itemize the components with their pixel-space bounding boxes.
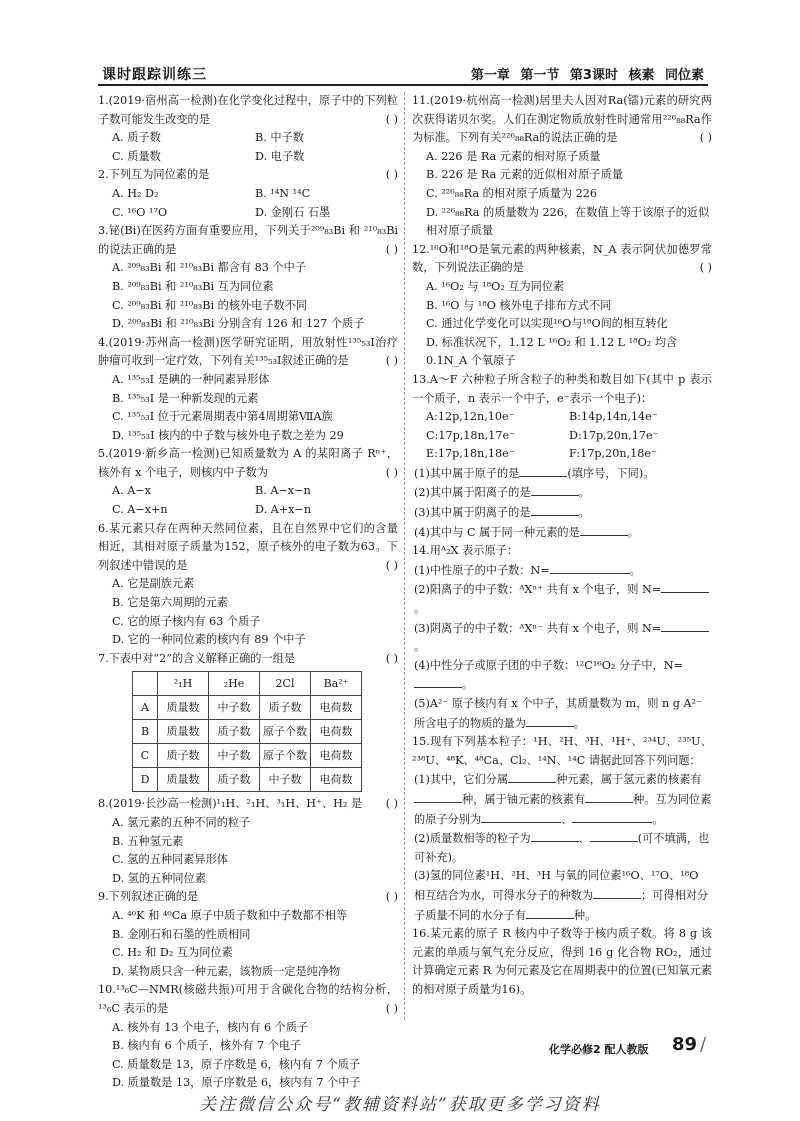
question-stem: 4.(2019·苏州高一检测)医学研究证明，用放射性¹³⁵₅₃I治疗肿瘤可收到一定疗效，下列有关¹³⁵₅₃I叙述正确的是 bbox=[98, 335, 398, 368]
option-b[interactable]: B. 核内有 6 个质子，核外有 7 个电子 bbox=[112, 1039, 302, 1053]
question-stem: 1.(2019·宿州高一检测)在化学变化过程中，原子中的下列粒子数可能发生改变的是 bbox=[98, 94, 398, 126]
question bbox=[98, 981, 398, 1093]
option-list bbox=[412, 278, 712, 371]
answer-paren[interactable]: ( ) bbox=[385, 651, 398, 665]
table-cell: 电荷数 bbox=[311, 744, 362, 768]
footer-book: 化学必修2 配人教版 bbox=[549, 1043, 649, 1056]
question bbox=[98, 650, 398, 793]
option-c[interactable]: C. ²⁰⁹₈₃Bi 和 ²¹⁰₈₃Bi 的核外电子数不同 bbox=[112, 298, 308, 312]
option-b[interactable]: B. ¹⁶O 与 ¹⁸O 核外电子排布方式不同 bbox=[426, 298, 612, 312]
option-list bbox=[98, 259, 398, 333]
question-stem: 7.下表中对“2”的含义解释正确的一组是 bbox=[98, 651, 296, 665]
question-stem: 3.铋(Bi)在医药方面有重要应用，下列关于²⁰⁹₈₃Bi 和 ²¹⁰₈₃Bi的说法正确的是 bbox=[98, 224, 398, 256]
option-list bbox=[98, 371, 398, 445]
answer-paren[interactable]: ( ) bbox=[385, 465, 398, 479]
answer-blank[interactable] bbox=[550, 561, 630, 574]
question-stem: 12.¹⁶O和¹⁸O是氧元素的两种核素，N_A 表示阿伏加德罗常数，下列说法正确的是 bbox=[412, 242, 712, 275]
right-column bbox=[412, 92, 712, 1000]
answer-paren[interactable]: ( ) bbox=[385, 797, 398, 811]
q13-part: (4)其中与 C 属于同一种元素的是 。 bbox=[412, 523, 712, 543]
answer-blank[interactable] bbox=[661, 619, 709, 632]
option-b[interactable]: B. ¹⁴N ¹⁴C bbox=[255, 186, 311, 200]
q13-item: A:12p,12n,10e⁻ bbox=[426, 410, 515, 424]
option-c[interactable]: C. 它的原子核内有 63 个质子 bbox=[112, 614, 261, 628]
page-slash: / bbox=[700, 1034, 707, 1055]
question bbox=[98, 92, 398, 166]
option-b[interactable]: B. A−x−n bbox=[255, 484, 311, 498]
watermark: 关注微信公众号“教辅资料站”获取更多学习资料 bbox=[199, 1095, 601, 1115]
q13-item: E:17p,18n,18e⁻ bbox=[426, 447, 515, 461]
option-b[interactable]: B. 它是第六周期的元素 bbox=[112, 596, 229, 610]
option-d[interactable]: D. ²²⁶₈₈Ra 的质量数为 226，在数值上等于该原子的近似相对原子质量 bbox=[426, 205, 710, 238]
page-number: 89 bbox=[672, 1034, 698, 1055]
answer-blank[interactable] bbox=[580, 523, 628, 536]
table-cell: 质子数 bbox=[260, 696, 311, 720]
question-stem: 11.(2019·杭州高一检测)居里夫人因对Ra(镭)元素的研究两次获得诺贝尔奖。人们在测定物质放射性时通常用²²⁶₈₈Ra作为标准。下列有关²²⁶₈₈Ra的说法正确的是 bbox=[412, 94, 712, 145]
answer-paren[interactable]: ( ) bbox=[385, 112, 398, 126]
option-d[interactable]: D. 质量数是 13，原子序数是 6，核内有 7 个中子 bbox=[112, 1076, 361, 1090]
option-b[interactable]: B. ¹³⁵₅₃I 是一种新发现的元素 bbox=[112, 391, 259, 405]
option-a[interactable]: A. A−x bbox=[112, 484, 151, 498]
table-cell: 质子数 bbox=[209, 720, 260, 744]
table-cell: 电荷数 bbox=[311, 696, 362, 720]
answer-paren[interactable]: ( ) bbox=[385, 558, 398, 572]
question-stem: 2.下列互为同位素的是 bbox=[98, 168, 210, 182]
question bbox=[98, 334, 398, 446]
q15-part1: (1)其中，它们分属 种元素，属于氢元素的核素有种，属于铀元素的核素有 种。互为同位素的原子分别为 、 。 bbox=[412, 770, 712, 829]
option-a[interactable]: A. 核外有 13 个电子，核内有 6 个质子 bbox=[112, 1020, 309, 1034]
table-header-cell: 2Cl bbox=[260, 672, 311, 696]
question bbox=[98, 888, 398, 981]
option-d[interactable]: D. 电子数 bbox=[255, 149, 305, 163]
header-chapter: 第一章 第一节 第3课时 核素 同位素 bbox=[470, 68, 704, 83]
table-header-cell: Ba²⁺ bbox=[311, 672, 362, 696]
table-cell: 质量数 bbox=[158, 696, 209, 720]
q14-part: (5)A²⁻ 原子核内有 x 个中子，其质量数为 m，则 n g A²⁻ 所含电子的物质的量为 。 bbox=[414, 697, 702, 730]
answer-blank[interactable] bbox=[414, 675, 462, 688]
q13-part: (3)其中属于阴离子的是 。 bbox=[412, 503, 712, 523]
question bbox=[98, 166, 398, 222]
answer-blank[interactable] bbox=[531, 483, 579, 496]
q14-part: (4)中性分子或原子团的中子数：¹²C¹⁶O₂ 分子中，N=。 bbox=[414, 658, 683, 692]
option-c[interactable]: C. 通过化学变化可以实现¹⁶O与¹⁸O间的相互转化 bbox=[426, 317, 668, 331]
question-16 bbox=[412, 925, 712, 999]
answer-blank[interactable] bbox=[526, 906, 574, 919]
table-cell: 质量数 bbox=[158, 768, 209, 792]
option-c[interactable]: C. ¹³⁵₅₃I 位于元素周期表中第4周期第ⅦA族 bbox=[112, 410, 333, 424]
option-c[interactable]: C. 质量数 bbox=[112, 149, 161, 163]
option-c[interactable]: C. 质量数是 13，原子序数是 6，核内有 7 个质子 bbox=[112, 1057, 361, 1071]
option-a[interactable]: A. 它是副族元素 bbox=[112, 577, 195, 591]
q14-part: (1)中性原子的中子数：N= 。 bbox=[412, 561, 712, 581]
answer-blank[interactable] bbox=[531, 503, 579, 516]
question-15 bbox=[412, 733, 712, 925]
table-cell: 中子数 bbox=[260, 768, 311, 792]
q13-part: (1)其中属于原子的是 (填序号，下同)。 bbox=[412, 464, 712, 484]
answer-blank[interactable] bbox=[590, 829, 638, 842]
table-cell: 电荷数 bbox=[311, 720, 362, 744]
option-list bbox=[98, 482, 398, 519]
question-13 bbox=[412, 371, 712, 542]
q13-item: C:17p,18n,17e⁻ bbox=[426, 428, 516, 442]
question-stem: 8.(2019·长沙高一检测)¹₁H、²₁H、³₁H、H⁺、H₂ 是 bbox=[98, 797, 363, 811]
table-cell: B bbox=[133, 720, 158, 744]
table-cell: 质子数 bbox=[158, 744, 209, 768]
option-b[interactable]: B. ²⁰⁹₈₃Bi 和 ²¹⁰₈₃Bi 互为同位素 bbox=[112, 279, 274, 293]
option-a[interactable]: A. ⁴⁰K 和 ⁴⁰Ca 原子中质子数和中子数都不相等 bbox=[112, 908, 348, 922]
table-cell: 原子个数 bbox=[260, 744, 311, 768]
table-cell: 电荷数 bbox=[311, 768, 362, 792]
option-d[interactable]: D. 标准状况下，1.12 L ¹⁶O₂ 和 1.12 L ¹⁸O₂ 均含 0.1N_A 个氧原子 bbox=[426, 335, 678, 368]
q15-stem: 15.现有下列基本粒子：¹H、²H、³H、¹H⁺、²³⁴U、²³⁵U、²³⁸U、⁴⁸K、⁴⁸Ca、Cl₂、¹⁴N、¹⁴C 请据此回答下列问题： bbox=[412, 735, 712, 767]
header-title: 课时跟踪训练三 bbox=[102, 67, 207, 83]
option-c[interactable]: C. H₂ 和 D₂ 互为同位素 bbox=[112, 946, 233, 960]
answer-blank[interactable] bbox=[593, 886, 641, 899]
option-d[interactable]: D. A+x−n bbox=[255, 503, 312, 517]
answer-blank[interactable] bbox=[414, 790, 462, 803]
answer-blank[interactable] bbox=[585, 790, 633, 803]
option-b[interactable]: B. 金刚石和石墨的性质相同 bbox=[112, 927, 251, 941]
q14-stem: 14.用ᴬ₂X 表示原子： bbox=[412, 544, 519, 558]
question-stem: 9.下列叙述正确的是 bbox=[98, 890, 199, 904]
option-b[interactable]: B. 226 是 Ra 元素的近似相对原子质量 bbox=[426, 168, 623, 182]
option-list bbox=[98, 575, 398, 649]
question-stem: 10.¹³₆C—NMR(核磁共振)可用于含碳化合物的结构分析，¹³₆C 表示的是 bbox=[98, 983, 398, 1015]
q13-item: B:14p,14n,14e⁻ bbox=[569, 410, 658, 424]
q13-item: D:17p,20n,17e⁻ bbox=[569, 428, 659, 442]
table-cell: A bbox=[133, 696, 158, 720]
option-c[interactable]: C. 氢的五种同素异形体 bbox=[112, 853, 228, 867]
answer-blank[interactable] bbox=[481, 810, 561, 823]
answer-blank[interactable] bbox=[526, 714, 574, 727]
option-a[interactable]: A. ¹⁶O₂ 与 ¹⁸O₂ 互为同位素 bbox=[426, 279, 565, 293]
option-c[interactable]: C. ¹⁶O ¹⁷O bbox=[112, 205, 168, 219]
option-a[interactable]: A. 氢元素的五种不同的粒子 bbox=[112, 816, 251, 829]
option-a[interactable]: A. ²⁰⁹₈₃Bi 和 ²¹⁰₈₃Bi 都含有 83 个中子 bbox=[112, 261, 306, 275]
q13-stem: 13.A～F 六种粒子所含粒子的种类和数目如下(其中 p 表示一个质子，n 表示一个中子，e⁻表示一个电子)： bbox=[412, 372, 712, 405]
option-d[interactable]: D. ¹³⁵₅₃I 核内的中子数与核外电子数之差为 29 bbox=[112, 428, 344, 442]
q16-stem: 16.某元素的原子 R 核内中子数等于核内质子数。将 8 g 该元素的单质与氧气充分反应，得到 16 g 化合物 RO₂，通过计算确定元素 R 为何元素及它在周期表中的位置(已知氧元素的相对原子质量为16)。 bbox=[412, 927, 712, 996]
option-c[interactable]: C. ²²⁶₈₈Ra 的相对原子质量为 226 bbox=[426, 186, 598, 200]
q15-part3: (3)氢的同位素¹H、²H、³H 与氧的同位素¹⁶O、¹⁷O、¹⁸O 相互结合为水，可得水分子的种数为 ；可得相对分子质量不同的水分子有 种。 bbox=[414, 869, 709, 922]
table-cell: C bbox=[133, 744, 158, 768]
answer-blank[interactable] bbox=[508, 770, 556, 783]
answer-paren[interactable]: ( ) bbox=[385, 1001, 398, 1015]
option-a[interactable]: A. H₂ D₂ bbox=[112, 186, 159, 200]
answer-paren[interactable]: ( ) bbox=[699, 261, 712, 275]
answer-blank[interactable] bbox=[531, 829, 579, 842]
option-list bbox=[98, 185, 398, 222]
option-c[interactable]: C. A−x+n bbox=[112, 503, 168, 517]
option-list bbox=[412, 148, 712, 241]
option-d[interactable]: D. 金刚石 石墨 bbox=[255, 205, 331, 219]
answer-paren[interactable]: ( ) bbox=[385, 354, 398, 368]
question bbox=[98, 445, 398, 519]
question-stem: 5.(2019·新乡高一检测)已知质量数为 A 的某阳离子 Rⁿ⁺，核外有 x 个电子，则核内中子数为 bbox=[98, 447, 398, 479]
table-cell: D bbox=[133, 768, 158, 792]
question bbox=[412, 92, 712, 241]
table-header-cell: ₂He bbox=[209, 672, 260, 696]
option-list bbox=[98, 907, 398, 981]
table-cell: 质量数 bbox=[158, 720, 209, 744]
q15-part2: (2)质量数相等的粒子为 、 (可不填满，也可补充)。 bbox=[412, 829, 712, 867]
answer-blank[interactable] bbox=[519, 464, 567, 477]
option-list bbox=[98, 1019, 398, 1093]
left-column bbox=[98, 92, 398, 1093]
question-14 bbox=[412, 542, 712, 733]
answer-paren[interactable]: ( ) bbox=[699, 131, 712, 145]
question bbox=[98, 520, 398, 650]
answer-blank[interactable] bbox=[661, 580, 709, 593]
option-b[interactable]: B. 中子数 bbox=[255, 131, 304, 145]
table-cell: 原子个数 bbox=[260, 720, 311, 744]
option-a[interactable]: A. 质子数 bbox=[112, 131, 161, 145]
question bbox=[98, 795, 398, 888]
q14-part: (3)阴离子的中子数：ᴬXⁿ⁻ 共有 x 个电子，则 N=。 bbox=[412, 619, 712, 657]
q13-item: F:17p,20n,18e⁻ bbox=[569, 447, 657, 461]
option-list bbox=[98, 814, 398, 888]
question bbox=[412, 241, 712, 371]
q7-table bbox=[132, 671, 362, 792]
option-d[interactable]: D. 它的一种同位素的核内有 89 个中子 bbox=[112, 633, 306, 647]
option-d[interactable]: D. ²⁰⁹₈₃Bi 和 ²¹⁰₈₃Bi 分别含有 126 和 127 个质子 bbox=[112, 317, 365, 331]
answer-blank[interactable] bbox=[572, 810, 652, 823]
option-b[interactable]: B. 五种氢元素 bbox=[112, 834, 184, 848]
table-cell: 中子数 bbox=[209, 744, 260, 768]
q13-items bbox=[412, 408, 712, 464]
header-rule bbox=[98, 84, 708, 86]
right-mc-questions bbox=[412, 92, 712, 371]
q14-part: (2)阳离子的中子数：ᴬXⁿ⁺ 共有 x 个电子，则 N=。 bbox=[412, 580, 712, 618]
option-d[interactable]: D. 氢的五种同位素 bbox=[112, 871, 206, 885]
answer-paren[interactable]: ( ) bbox=[385, 890, 398, 904]
table-header-cell bbox=[133, 672, 158, 696]
option-a[interactable]: A. 226 是 Ra 元素的相对原子质量 bbox=[426, 149, 601, 163]
table-cell: 质子数 bbox=[209, 768, 260, 792]
table-header-cell: ²₁H bbox=[158, 672, 209, 696]
column-divider bbox=[404, 92, 405, 1020]
option-list bbox=[98, 129, 398, 166]
table-cell: 中子数 bbox=[209, 696, 260, 720]
question-stem: 6.某元素只存在两种天然同位素，且在自然界中它们的含量相近，其相对原子质量为152，原子核外的电子数为63。下列叙述中错误的是 bbox=[98, 521, 398, 572]
option-d[interactable]: D. 某物质只含一种元素，该物质一定是纯净物 bbox=[112, 964, 341, 978]
answer-paren[interactable]: ( ) bbox=[385, 168, 398, 182]
q13-part: (2)其中属于阳离子的是 。 bbox=[412, 483, 712, 503]
option-a[interactable]: A. ¹³⁵₅₃I 是碘的一种同素异形体 bbox=[112, 372, 270, 386]
answer-paren[interactable]: ( ) bbox=[385, 242, 398, 256]
question bbox=[98, 222, 398, 334]
